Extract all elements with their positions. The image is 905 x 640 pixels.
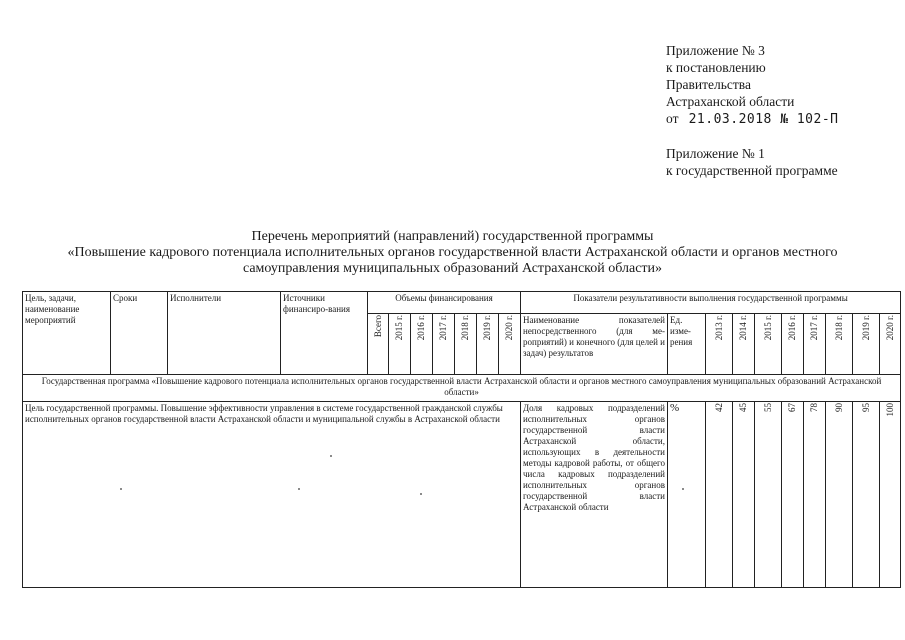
annex-line-7: к государственной программе <box>666 163 838 178</box>
scan-speck <box>298 488 300 490</box>
title-line-2: «Повышение кадрового потенциала исполнительных органов государственной власти Астраханской области и органов местного <box>67 245 838 260</box>
annex-date-line <box>666 110 839 128</box>
header-indicator-name: Наименование показателей непосредственного (для ме-роприятий) и конечного (для целей и задач) результатов <box>521 314 668 375</box>
indicator-year-header: 2019 г. <box>853 314 880 375</box>
title-line-3: самоуправления муниципальных образований Астраханской области» <box>242 261 663 276</box>
document-title <box>0 229 905 277</box>
funding-year-header: 2018 г. <box>455 314 477 375</box>
header-terms: Сроки <box>111 292 168 375</box>
header-goals: Цель, задачи, наименование мероприятий <box>23 292 111 375</box>
header-funding: Объемы финансирования <box>368 292 521 314</box>
funding-year-header: 2016 г. <box>411 314 433 375</box>
annex-line-4: Астраханской области <box>666 94 795 109</box>
funding-year-header: Всего <box>368 314 389 375</box>
indicator-year-header: 2013 г. <box>706 314 733 375</box>
funding-year-header: 2019 г. <box>477 314 499 375</box>
header-unit: Ед. изме-рения <box>668 314 706 375</box>
header-executors: Исполнители <box>168 292 281 375</box>
goal-value: 95 <box>853 402 880 588</box>
annex-line-3: Правительства <box>666 77 751 92</box>
goal-value: 100 <box>880 402 901 588</box>
scan-speck <box>120 488 122 490</box>
measures-table <box>22 291 901 588</box>
funding-year-header: 2017 г. <box>433 314 455 375</box>
indicator-year-header: 2017 г. <box>804 314 826 375</box>
header-sources: Источники финансиро-вания <box>281 292 368 375</box>
goal-text: Цель государственной программы. Повышение эффективности управления в системе государственной гражданской службы исполнительных органов государственной власти Астраханской области и муниципальной службы в Астраханской области <box>23 402 521 588</box>
indicator-year-header: 2016 г. <box>782 314 804 375</box>
funding-year-header: 2015 г. <box>389 314 411 375</box>
scan-speck <box>330 455 332 457</box>
goal-value: 67 <box>782 402 804 588</box>
annex-block-2 <box>666 145 838 179</box>
goal-value: 42 <box>706 402 733 588</box>
annex-line-6: Приложение № 1 <box>666 146 765 161</box>
annex-date-prefix: от <box>666 111 679 126</box>
funding-year-header: 2020 г. <box>499 314 521 375</box>
annex-line-2: к постановлению <box>666 60 766 75</box>
annex-line-1: Приложение № 3 <box>666 43 765 58</box>
annex-block <box>666 42 839 128</box>
indicator-year-header: 2020 г. <box>880 314 901 375</box>
indicator-year-header: 2018 г. <box>826 314 853 375</box>
goal-value: 78 <box>804 402 826 588</box>
goal-indicator: Доля кадровых подразделений исполнительных органов государственной власти Астраханской области, использующих в деятельности методы кадровой работы, от общего числа кадровых подразделений исполнительных органов государственной власти Астраханской области <box>521 402 668 588</box>
annex-handwritten-date-number: 21.03.2018 № 102-П <box>688 112 839 127</box>
goal-unit: % <box>668 402 706 588</box>
goal-value: 45 <box>733 402 755 588</box>
scan-speck <box>682 488 684 490</box>
scan-speck <box>420 493 422 495</box>
indicator-year-header: 2014 г. <box>733 314 755 375</box>
goal-value: 55 <box>755 402 782 588</box>
indicator-year-header: 2015 г. <box>755 314 782 375</box>
program-row: Государственная программа «Повышение кадрового потенциала исполнительных органов государственной власти Астраханской области и органов местного самоуправления муниципальных образований Астраханской области» <box>23 374 901 401</box>
header-indicators: Показатели результативности выполнения государственной программы <box>521 292 901 314</box>
title-line-1: Перечень мероприятий (направлений) государственной программы <box>251 229 654 244</box>
goal-value: 90 <box>826 402 853 588</box>
